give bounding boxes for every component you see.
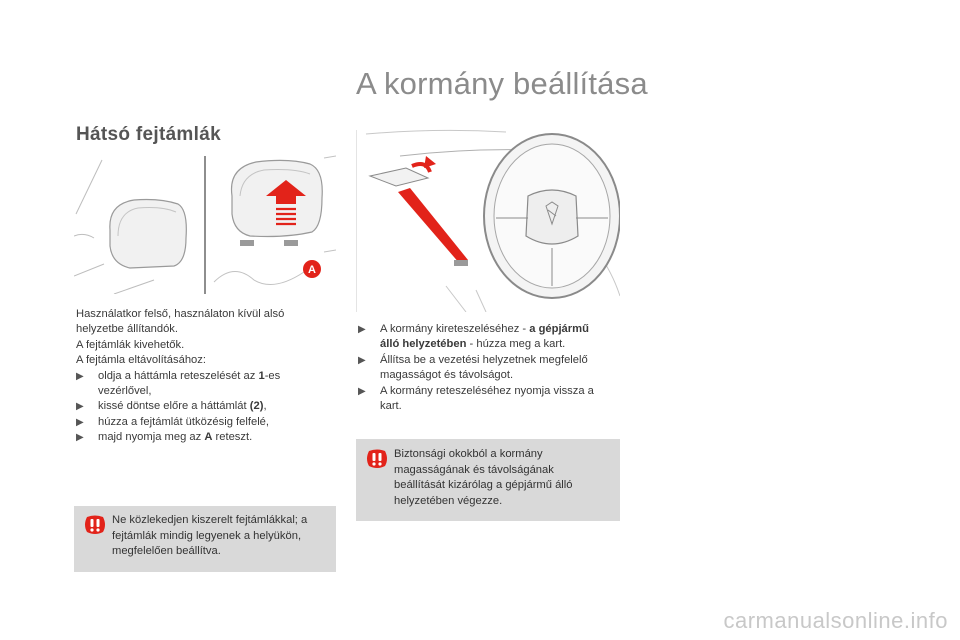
list-item: ▶ A kormány reteszeléséhez nyomja vissza a xyxy=(358,384,622,399)
list-item-continuation: magasságot és távolságot. xyxy=(380,369,514,382)
arrow-bullet-icon: ▶ xyxy=(358,354,366,366)
intro-line: helyzetbe állítandók. xyxy=(76,323,178,336)
headrest-callout-a: A xyxy=(308,264,316,276)
arrow-bullet-icon: ▶ xyxy=(76,370,84,382)
list-item: ▶ oldja a háttámla reteszelését az 1-es xyxy=(76,369,338,384)
list-item: ▶ Állítsa be a vezetési helyzetnek megfelelő xyxy=(358,353,622,368)
warning-exclamation-icon xyxy=(366,449,388,469)
intro-line: Használatkor felső, használaton kívül alsó xyxy=(76,308,285,320)
intro-line: A fejtámla eltávolításához: xyxy=(76,354,206,367)
list-item: ▶ húzza a fejtámlát ütközésig felfelé, xyxy=(76,415,338,430)
list-item-continuation: vezérlővel, xyxy=(98,385,152,398)
headrest-instructions xyxy=(76,307,338,446)
intro-line: A fejtámlák kivehetők. xyxy=(76,338,185,351)
section-title: Hátsó fejtámlák xyxy=(76,124,221,145)
page-title: A kormány beállítása xyxy=(356,66,648,101)
arrow-bullet-icon: ▶ xyxy=(76,401,84,413)
list-item-continuation: álló helyzetében - húzza meg a kart. xyxy=(380,338,566,351)
watermark: carmanualsonline.info xyxy=(723,608,948,633)
headrest-illustration xyxy=(74,152,336,294)
list-item: ▶ majd nyomja meg az A reteszt. xyxy=(76,430,338,445)
list-item: ▶ kissé döntse előre a háttámlát (2), xyxy=(76,399,338,414)
arrow-bullet-icon: ▶ xyxy=(358,324,366,335)
headrest-warning-box xyxy=(74,506,336,572)
arrow-bullet-icon: ▶ xyxy=(76,416,84,428)
arrow-bullet-icon: ▶ xyxy=(76,432,84,444)
list-item-continuation: kart. xyxy=(380,400,402,413)
list-item: ▶ A kormány kireteszeléséhez - a gépjármű xyxy=(358,322,622,337)
warning-text: Ne közlekedjen kiszerelt fejtámlákkal; a fejtámlák mindig legyenek a helyükön, megfelelően beállítva. xyxy=(112,514,308,558)
steering-instructions xyxy=(358,322,622,414)
warning-text: Biztonsági okokból a kormány magasságának és távolságának beállítását kizárólag a gépjármű álló helyzetében végezze. xyxy=(394,448,573,507)
steering-wheel-illustration xyxy=(356,126,620,312)
safety-warning-box xyxy=(356,439,620,521)
warning-exclamation-icon xyxy=(84,515,106,535)
arrow-bullet-icon: ▶ xyxy=(358,385,366,397)
